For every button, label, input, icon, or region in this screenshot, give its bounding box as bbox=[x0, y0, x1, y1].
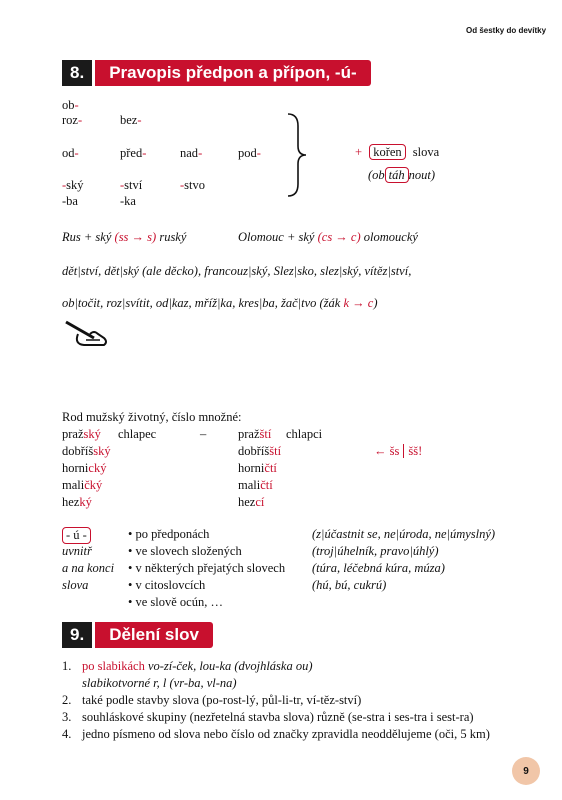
u-bullet-1: • po předponách bbox=[128, 527, 210, 541]
list-text: také podle stavby slova (po-rost-lý, půl-li-tr, ví-těz-ství) bbox=[82, 693, 362, 707]
rod-row-1-dash: – bbox=[200, 427, 207, 441]
example-open: (ob bbox=[368, 168, 385, 182]
u-bullet-4: • v citoslovcích bbox=[128, 578, 206, 592]
section-title: Pravopis předpon a přípon, -ú- bbox=[95, 60, 370, 86]
example-part: Olomouc + ský bbox=[238, 230, 318, 244]
prefix-text: od bbox=[62, 146, 75, 160]
u-slova: slova bbox=[62, 578, 89, 592]
u-example-3: (túra, léčebná kúra, múza) bbox=[312, 561, 445, 575]
slova-text: slova bbox=[412, 145, 440, 159]
list-number: 3. bbox=[62, 710, 72, 724]
word-ending: ský bbox=[93, 444, 111, 458]
prefix-pod bbox=[238, 146, 261, 161]
prefix-dash: - bbox=[198, 146, 203, 160]
word-ending: cí bbox=[255, 495, 265, 509]
word-ending: cký bbox=[88, 461, 107, 475]
rod-row-3-right bbox=[238, 461, 277, 476]
suffix-sky bbox=[62, 178, 84, 193]
list-number: 2. bbox=[62, 693, 72, 707]
running-header: Od šestky do devítky bbox=[466, 26, 547, 35]
prefix-roz bbox=[62, 113, 82, 128]
prefix-dash: - bbox=[74, 146, 79, 160]
word-ending: ký bbox=[79, 495, 92, 509]
u-uvnitr: uvnitř bbox=[62, 544, 92, 558]
rod-row-1-noun: chlapec bbox=[118, 427, 157, 441]
root-box: kořen bbox=[369, 144, 405, 160]
u-rule-box: - ú - bbox=[62, 527, 91, 544]
writing-hand-icon bbox=[64, 318, 110, 348]
u-example-2: (troj|úhelník, pravo|úhlý) bbox=[312, 544, 439, 558]
rod-row-5-left bbox=[62, 495, 92, 510]
rod-row-1-right bbox=[238, 427, 271, 442]
prefix-text: ob bbox=[62, 98, 75, 112]
prefix-ob bbox=[62, 98, 79, 113]
section-9-heading bbox=[62, 622, 213, 648]
curly-brace-icon bbox=[286, 112, 308, 198]
list-item bbox=[62, 693, 361, 708]
suffix-dash: - bbox=[62, 178, 67, 192]
prefix-text: před bbox=[120, 146, 143, 160]
section-number: 8. bbox=[62, 60, 92, 86]
example-change: k → c bbox=[343, 296, 374, 310]
list-highlight: po slabikách bbox=[82, 659, 145, 673]
suffix-text: ský bbox=[66, 178, 84, 192]
rod-heading: Rod mužský životný, číslo množné: bbox=[62, 410, 242, 424]
note-ss: šš! bbox=[408, 444, 423, 458]
u-bullet-5: • ve slově ocún, … bbox=[128, 595, 223, 609]
rod-row-1-noun-plural: chlapci bbox=[286, 427, 323, 441]
example-part: Rus + ský bbox=[62, 230, 115, 244]
list-number: 1. bbox=[62, 659, 72, 673]
list-item bbox=[62, 727, 490, 742]
word-ending: čký bbox=[84, 478, 103, 492]
word-ending: ští bbox=[269, 444, 282, 458]
suffix-stvo bbox=[180, 178, 205, 193]
u-example-4: (hú, bú, cukrú) bbox=[312, 578, 387, 592]
prefix-text: pod bbox=[238, 146, 257, 160]
prefix-dash: - bbox=[137, 113, 142, 127]
word-stem: horni bbox=[62, 461, 89, 475]
koren-example bbox=[368, 168, 435, 183]
plus-sign: + bbox=[355, 145, 363, 159]
suffix-dash: - bbox=[120, 178, 125, 192]
prefix-dash: - bbox=[77, 113, 83, 127]
word-stem: hez bbox=[238, 495, 256, 509]
suffix-text: stvo bbox=[184, 178, 206, 192]
word-ending: ští bbox=[259, 427, 272, 441]
u-bullet-2: • ve slovech složených bbox=[128, 544, 242, 558]
rod-row-2-left bbox=[62, 444, 111, 459]
rod-note bbox=[374, 444, 422, 459]
example-obtocit bbox=[62, 296, 378, 311]
koren-formula bbox=[355, 145, 439, 160]
example-olomouc bbox=[238, 230, 418, 245]
rod-row-4-right bbox=[238, 478, 273, 493]
word-stem: dobříš bbox=[238, 444, 270, 458]
example-part: olomoucký bbox=[360, 230, 418, 244]
example-root-box: táh bbox=[385, 167, 409, 183]
suffix-ba: -ba bbox=[62, 194, 78, 208]
word-stem: praž bbox=[62, 427, 84, 441]
prefix-text: roz bbox=[62, 113, 78, 127]
word-ending: ský bbox=[83, 427, 101, 441]
word-ending: čtí bbox=[260, 478, 273, 492]
word-stem: mali bbox=[62, 478, 85, 492]
list-text: souhláskové skupiny (nezřetelná stavba slova) různě (se-stra i ses-tra i sest-ra) bbox=[82, 710, 474, 724]
example-change: (cs → c) bbox=[317, 230, 361, 244]
prefix-od bbox=[62, 146, 79, 161]
section-number: 9. bbox=[62, 622, 92, 648]
word-stem: mali bbox=[238, 478, 261, 492]
word-stem: horni bbox=[238, 461, 265, 475]
example-detstvi: dět|ství, dět|ský (ale děcko), francouz|ský, Slez|sko, slez|ský, vítěz|ství, bbox=[62, 264, 412, 278]
suffix-text: ství bbox=[124, 178, 143, 192]
prefix-text: nad bbox=[180, 146, 199, 160]
example-part: ) bbox=[373, 296, 378, 310]
list-text: vo-zí-ček, lou-ka (dvojhláska ou) bbox=[144, 659, 313, 673]
list-text: jedno písmeno od slova nebo číslo od značky zpravidla neoddělujeme (oči, 5 km) bbox=[82, 727, 490, 741]
list-item bbox=[62, 659, 313, 674]
word-stem: hez bbox=[62, 495, 80, 509]
example-rus bbox=[62, 230, 186, 245]
list-item bbox=[62, 710, 474, 725]
prefix-text: bez bbox=[120, 113, 138, 127]
example-part: ob|točit, roz|svítit, od|kaz, mříž|ka, kres|ba, žač|tvo (žák bbox=[62, 296, 344, 310]
rod-row-5-right bbox=[238, 495, 264, 510]
word-stem: dobříš bbox=[62, 444, 94, 458]
example-change: (ss → s) bbox=[114, 230, 157, 244]
suffix-dash: - bbox=[180, 178, 185, 192]
prefix-bez bbox=[120, 113, 142, 128]
u-bullet-3: • v některých přejatých slovech bbox=[128, 561, 286, 575]
page-number: 9 bbox=[512, 757, 540, 785]
section-title: Dělení slov bbox=[95, 622, 213, 648]
note-divider bbox=[403, 444, 404, 458]
rod-row-3-left bbox=[62, 461, 106, 476]
example-close: nout) bbox=[408, 168, 436, 182]
prefix-dash: - bbox=[142, 146, 147, 160]
word-stem: praž bbox=[238, 427, 260, 441]
prefix-pred bbox=[120, 146, 146, 161]
example-part: ruský bbox=[156, 230, 187, 244]
prefix-dash: - bbox=[256, 146, 261, 160]
word-ending: čtí bbox=[264, 461, 277, 475]
prefix-nad bbox=[180, 146, 202, 161]
list-text: slabikotvorné r, l (vr-ba, vl-na) bbox=[82, 676, 237, 690]
section-8-heading bbox=[62, 60, 371, 86]
suffix-ka: -ka bbox=[120, 194, 136, 208]
u-example-1: (z|účastnit se, ne|úroda, ne|úmyslný) bbox=[312, 527, 496, 541]
suffix-stvi bbox=[120, 178, 142, 193]
list-item bbox=[82, 676, 237, 691]
rod-row-2-right bbox=[238, 444, 281, 459]
note-arrow: ← šs bbox=[374, 444, 400, 458]
rod-row-4-left bbox=[62, 478, 102, 493]
prefix-dash: - bbox=[74, 98, 79, 112]
rod-row-1-left bbox=[62, 427, 101, 442]
u-na-konci: a na konci bbox=[62, 561, 115, 575]
list-number: 4. bbox=[62, 727, 72, 741]
